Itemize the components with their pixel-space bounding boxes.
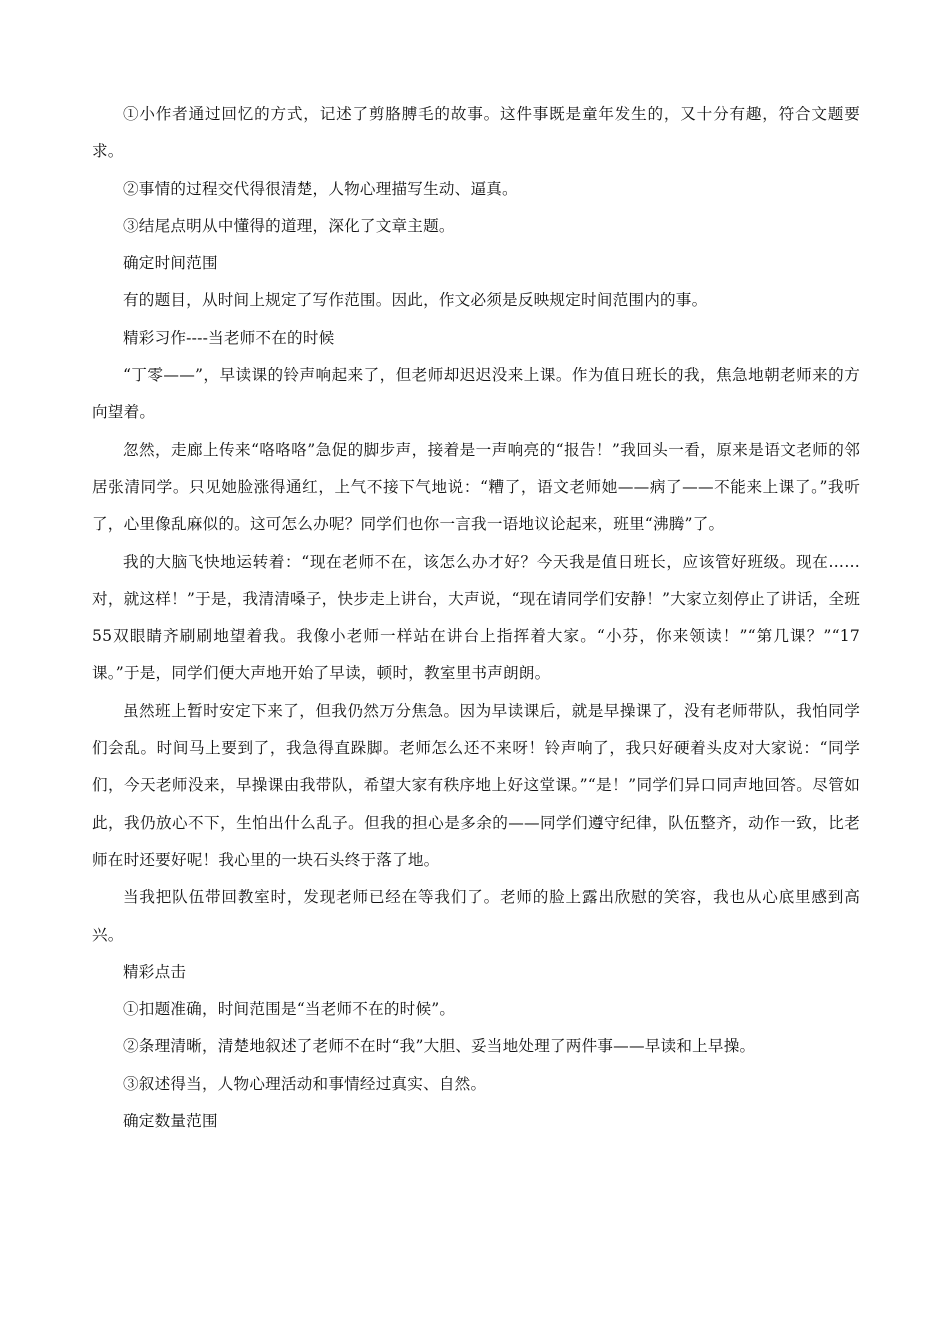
- essay-paragraph: 忽然，走廊上传来“咯咯咯”急促的脚步声，接着是一声响亮的“报告！”我回头一看，原来是语文老师的邻居张清同学。只见她脸涨得通红，上气不接下气地说：“糟了，语文老师她——病了——不能来上课了。”我听了，心里像乱麻似的。这可怎么办呢？同学们也你一言我一语地议论起来，班里“沸腾”了。: [92, 440, 860, 534]
- section-heading-highlights: 精彩点击: [123, 962, 187, 981]
- commentary-point-2: ②事情的过程交代得很清楚，人物心理描写生动、逼真。: [123, 179, 518, 198]
- highlight-point-2: ②条理清晰，清楚地叙述了老师不在时“我”大胆、妥当地处理了两件事——早读和上早操。: [123, 1037, 756, 1056]
- essay-paragraph: 当我把队伍带回教室时，发现老师已经在等我们了。老师的脸上露出欣慰的笑容，我也从心底里感到高兴。: [92, 888, 860, 944]
- highlight-point-3: ③叙述得当，人物心理活动和事情经过真实、自然。: [123, 1074, 487, 1093]
- essay-paragraph: “丁零——”，早读课的铃声响起来了，但老师却迟迟没来上课。作为值日班长的我，焦急地朝老师来的方向望着。: [92, 366, 860, 422]
- essay-paragraph: 虽然班上暂时安定下来了，但我仍然万分焦急。因为早读课后，就是早操课了，没有老师带队，我怕同学们会乱。时间马上要到了，我急得直跺脚。老师怎么还不来呀！铃声响了，我只好硬着头皮对大家说：“同学们，今天老师没来，早操课由我带队，希望大家有秩序地上好这堂课。”“是！”同学们异口同声地回答。尽管如此，我仍放心不下，生怕出什么乱子。但我的担心是多余的——同学们遵守纪律，队伍整齐，动作一致，比老师在时还要好呢！我心里的一块石头终于落了地。: [92, 701, 860, 869]
- document-body: [92, 96, 860, 1140]
- section-intro-paragraph: 有的题目，从时间上规定了写作范围。因此，作文必须是反映规定时间范围内的事。: [123, 291, 708, 310]
- section-heading-time-range: 确定时间范围: [123, 254, 218, 273]
- commentary-point-1: ①小作者通过回忆的方式，记述了剪胳膊毛的故事。这件事既是童年发生的，又十分有趣，符合文题要求。: [92, 105, 860, 161]
- highlight-point-1: ①扣题准确，时间范围是“当老师不在的时候”。: [123, 1000, 456, 1019]
- commentary-point-3: ③结尾点明从中懂得的道理，深化了文章主题。: [123, 216, 455, 235]
- section-heading-quantity-range: 确定数量范围: [123, 1112, 218, 1131]
- essay-paragraph: 我的大脑飞快地运转着：“现在老师不在，该怎么办才好？今天我是值日班长，应该管好班级。现在……对，就这样！”于是，我清清嗓子，快步走上讲台，大声说，“现在请同学们安静！”大家立刻停止了讲话，全班55双眼睛齐刷刷地望着我。我像小老师一样站在讲台上指挥着大家。“小芬，你来领读！”“第几课？”“17课。”于是，同学们便大声地开始了早读，顿时，教室里书声朗朗。: [92, 552, 860, 683]
- essay-title: 精彩习作----当老师不在的时候: [123, 328, 335, 347]
